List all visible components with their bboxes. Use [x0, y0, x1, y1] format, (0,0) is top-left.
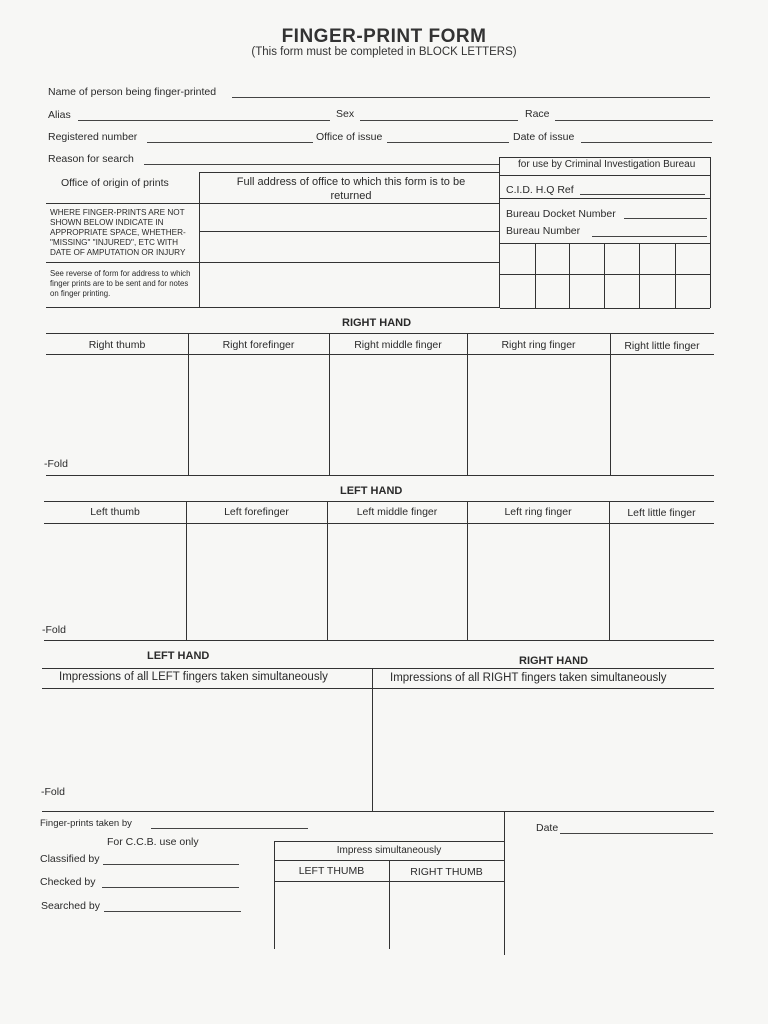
race-label: Race [525, 108, 550, 120]
searched-by-line[interactable] [104, 911, 241, 912]
race-input-line[interactable] [555, 120, 713, 121]
date-of-issue-line[interactable] [581, 142, 712, 143]
simultaneous-right-heading: RIGHT HAND [519, 655, 589, 667]
sex-input-line[interactable] [360, 120, 518, 121]
right-thumb-box-label: RIGHT THUMB [410, 866, 483, 878]
registered-number-label: Registered number [48, 131, 138, 143]
right-middle-finger-label: Right middle finger [354, 339, 442, 351]
classified-by-label: Classified by [40, 853, 100, 865]
cib-heading: for use by Criminal Investigation Bureau [518, 159, 696, 170]
ccb-use-label: For C.C.B. use only [107, 836, 199, 848]
missing-prints-note: WHERE FINGER-PRINTS ARE NOT SHOWN BELOW INDICATE IN APPROPRIATE SPACE, WHETHER- "MISSING" "INJURED", ETC WITH DATE OF AMPUTATION OR INJURY [50, 208, 186, 257]
office-of-issue-line[interactable] [387, 142, 509, 143]
right-forefinger-label: Right forefinger [222, 339, 295, 351]
classified-by-line[interactable] [103, 864, 239, 865]
registered-number-line[interactable] [147, 142, 313, 143]
fold-mark-3: -Fold [41, 786, 65, 798]
left-ring-finger-label: Left ring finger [504, 506, 572, 518]
reason-input-line[interactable] [144, 164, 500, 165]
form-title: FINGER-PRINT FORM [281, 26, 487, 47]
date-label: Date [536, 822, 559, 834]
checked-by-label: Checked by [40, 876, 96, 888]
right-thumb-label: Right thumb [88, 339, 146, 351]
right-ring-finger-label: Right ring finger [501, 339, 576, 351]
name-input-line[interactable] [232, 97, 710, 98]
left-thumb-label: Left thumb [90, 506, 140, 518]
bureau-number-label: Bureau Number [506, 225, 581, 237]
right-simultaneous-label: Impressions of all RIGHT fingers taken simultaneously [390, 672, 667, 684]
bureau-docket-label: Bureau Docket Number [506, 208, 616, 220]
return-address-label: Full address of office to which this form is to be returned [236, 176, 466, 202]
fold-mark-2: -Fold [42, 624, 66, 636]
right-little-finger-label: Right little finger [624, 340, 700, 352]
cid-hq-ref-label: C.I.D. H.Q Ref [506, 184, 574, 196]
bureau-number-line[interactable] [592, 236, 707, 237]
sex-label: Sex [336, 108, 355, 120]
left-middle-finger-label: Left middle finger [356, 506, 438, 518]
checked-by-line[interactable] [102, 887, 239, 888]
cid-hq-ref-line[interactable] [580, 194, 705, 195]
right-hand-heading: RIGHT HAND [342, 317, 412, 329]
date-line[interactable] [560, 833, 713, 834]
taken-by-line[interactable] [151, 828, 308, 829]
left-thumb-box-label: LEFT THUMB [298, 865, 365, 877]
simultaneous-left-heading: LEFT HAND [147, 650, 210, 662]
date-of-issue-label: Date of issue [513, 131, 575, 143]
name-label: Name of person being finger-printed [48, 86, 217, 98]
left-forefinger-label: Left forefinger [224, 506, 289, 518]
reverse-note: See reverse of form for address to which finger prints are to be sent and for notes on finger printing. [50, 269, 191, 298]
taken-by-label: Finger-prints taken by [40, 818, 132, 829]
left-simultaneous-label: Impressions of all LEFT fingers taken simultaneously [59, 671, 328, 683]
form-subtitle: (This form must be completed in BLOCK LETTERS) [251, 46, 517, 58]
office-of-issue-label: Office of issue [316, 131, 383, 143]
impress-simultaneously-label: Impress simultaneously [336, 845, 442, 856]
alias-label: Alias [48, 109, 71, 121]
searched-by-label: Searched by [41, 900, 100, 912]
left-hand-heading: LEFT HAND [340, 485, 403, 497]
left-little-finger-label: Left little finger [627, 507, 696, 519]
office-origin-label: Office of origin of prints [61, 177, 169, 189]
bureau-docket-line[interactable] [624, 218, 707, 219]
fold-mark-1: -Fold [44, 458, 68, 470]
alias-input-line[interactable] [78, 120, 330, 121]
reason-label: Reason for search [48, 153, 134, 165]
